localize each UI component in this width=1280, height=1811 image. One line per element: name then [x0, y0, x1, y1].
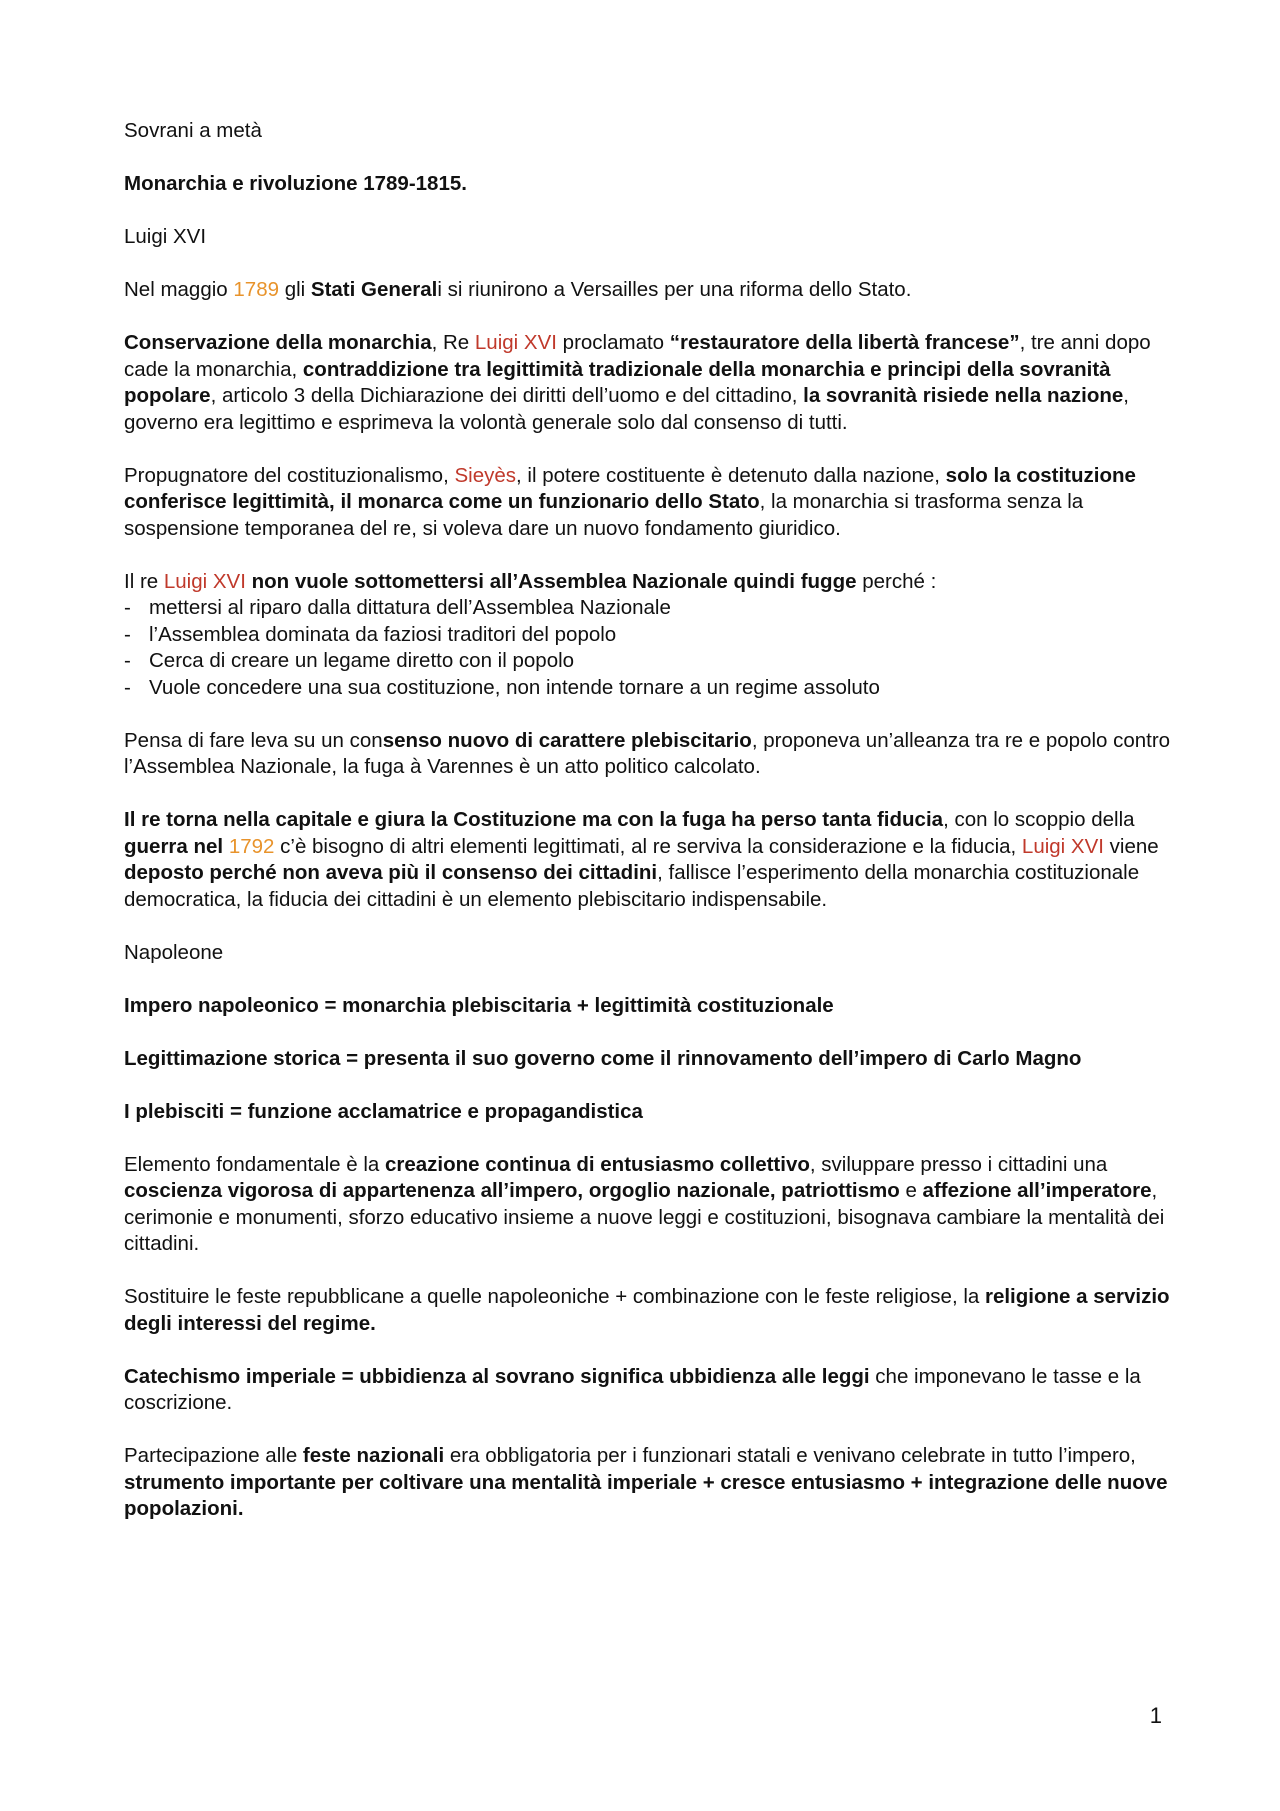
subsection-title-napoleone: Napoleone — [124, 940, 224, 964]
paragraph-legittimazione: Legittimazione storica = presenta il suo governo come il rinnovamento dell’impero di Carlo Magno — [124, 1046, 1082, 1070]
paragraph-stati-generali: Nel maggio 1789 gli Stati Generali si riunirono a Versailles per una riforma dello Stato. — [124, 278, 912, 301]
year-highlight: 1792 — [228, 834, 275, 858]
section-heading: Monarchia e rivoluzione 1789-1815. — [124, 172, 467, 195]
list-item: - l’Assemblea dominata da faziosi traditori del popolo — [124, 622, 1174, 649]
paragraph-fuga: Il re Luigi XVI non vuole sottomettersi all’Assemblea Nazionale quindi fugge perché : — [124, 569, 937, 593]
bullet-list — [124, 595, 1174, 701]
paragraph-entusiasmo: Elemento fondamentale è la creazione continua di entusiasmo collettivo, sviluppare presso i cittadini una coscienza vigorosa di appartenenza all’impero, orgoglio nazionale, patriottismo e affezione all’imperatore, cerimonie e monumenti, sforzo educativo insieme a nuove leggi e costituzioni, bisognava cambiare la mentalità dei cittadini. — [124, 1152, 1165, 1255]
paragraph-consenso: Pensa di fare leva su un consenso nuovo di carattere plebiscitario, proponeva un’alleanza tra re e popolo contro l’Assemblea Nazionale, la fuga à Varennes è un atto politico calcolato. — [124, 728, 1171, 778]
name-highlight: Luigi XVI — [474, 331, 557, 354]
page-number: 1 — [1149, 1703, 1162, 1728]
paragraph-feste-nazionali: Partecipazione alle feste nazionali era obbligatoria per i funzionari statali e venivano celebrate in tutto l’impero, strumento importante per coltivare una mentalità imperiale + cresce entusiasmo + integrazione delle nuove popolazioni. — [124, 1444, 1168, 1520]
name-highlight: Sieyès — [454, 463, 516, 487]
paragraph-conservazione: Conservazione della monarchia, Re Luigi XVI proclamato “restauratore della libertà francese”, tre anni dopo cade la monarchia, contraddizione tra legittimità tradizionale della monarchia e principi della sovranità popolare, articolo 3 della Dichiarazione dei diritti dell’uomo e del cittadino, la sovranità risiede nella nazione, governo era legittimo e esprimeva la volontà generale solo dal consenso di tutti. — [124, 331, 1151, 434]
document-body — [124, 118, 1174, 1549]
paragraph-capitale: Il re torna nella capitale e giura la Costituzione ma con la fuga ha perso tanta fiducia, con lo scoppio della guerra nel 1792 c’è bisogno di altri elementi legittimati, al re serviva la considerazione e la fiducia, Luigi XVI viene deposto perché non aveva più il consenso dei cittadini, fallisce l’esperimento della monarchia costituzionale democratica, la fiducia dei cittadini è un elemento plebiscitario indispensabile. — [124, 808, 1159, 911]
list-item: - Vuole concedere una sua costituzione, non intende tornare a un regime assoluto — [124, 675, 1174, 702]
name-highlight: Luigi XVI — [163, 569, 246, 593]
paragraph-sieyes: Propugnatore del costituzionalismo, Sieyès, il potere costituente è detenuto dalla nazione, solo la costituzione conferisce legittimità, il monarca come un funzionario dello Stato, la monarchia si trasforma senza la sospensione temporanea del re, si voleva dare un nuovo fondamento giuridico. — [124, 463, 1136, 540]
document-title: Sovrani a metà — [124, 119, 262, 142]
paragraph-catechismo: Catechismo imperiale = ubbidienza al sovrano significa ubbidienza alle leggi che imponevano le tasse e la coscrizione. — [124, 1364, 1141, 1414]
list-item: - mettersi al riparo dalla dittatura dell’Assemblea Nazionale — [124, 595, 1174, 622]
list-item: - Cerca di creare un legame diretto con il popolo — [124, 648, 1174, 675]
year-highlight: 1789 — [233, 278, 279, 301]
paragraph-plebisciti: I plebisciti = funzione acclamatrice e propagandistica — [124, 1099, 643, 1123]
paragraph-impero: Impero napoleonico = monarchia plebiscitaria + legittimità costituzionale — [124, 993, 834, 1017]
paragraph-feste: Sostituire le feste repubblicane a quelle napoleoniche + combinazione con le feste religiose, la religione a servizio degli interessi del regime. — [124, 1285, 1170, 1335]
name-highlight: Luigi XVI — [1021, 834, 1104, 858]
subsection-title-luigi: Luigi XVI — [124, 225, 207, 248]
